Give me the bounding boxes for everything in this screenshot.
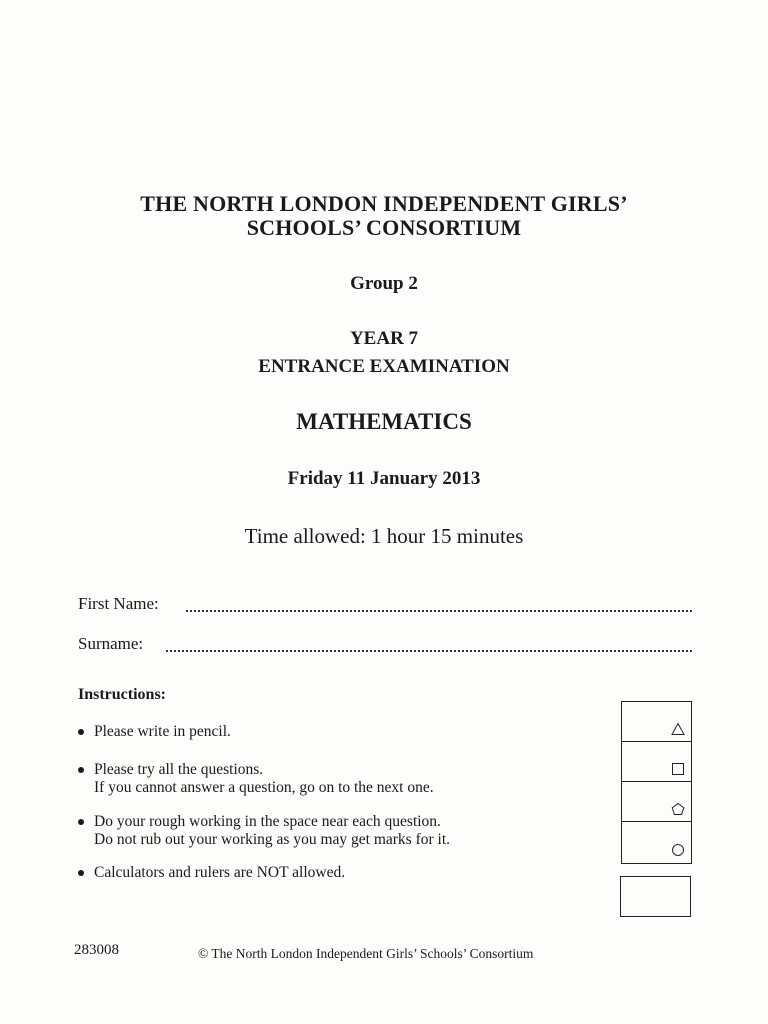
bullet-icon [78,819,84,825]
first-name-field[interactable] [186,610,692,612]
marks-box-square[interactable] [622,742,691,782]
marks-box-triangle[interactable] [622,702,691,742]
square-icon [671,762,685,776]
instructions-heading: Instructions: [78,686,167,703]
circle-icon [671,843,685,857]
exam-date: Friday 11 January 2013 [287,468,481,489]
paper-code: 283008 [74,942,119,958]
pentagon-icon [671,802,685,816]
exam-label: ENTRANCE EXAMINATION [258,356,510,377]
marks-box-stack [621,701,692,864]
total-marks-box[interactable] [620,876,691,917]
surname-label: Surname: [78,634,144,653]
triangle-icon [671,722,685,736]
instruction-item: Please write in pencil. [78,723,231,741]
marks-box-pentagon[interactable] [622,782,691,822]
instruction-item: Do your rough working in the space near each question. Do not rub out your working as you may get marks for it. [78,813,450,849]
first-name-label: First Name: [78,594,159,613]
time-allowed: Time allowed: 1 hour 15 minutes [244,524,524,548]
consortium-title-line2: SCHOOLS’ CONSORTIUM [246,215,522,240]
marks-box-circle[interactable] [622,822,691,862]
bullet-icon [78,767,84,773]
instruction-item: Calculators and rulers are NOT allowed. [78,864,345,882]
instruction-item: Please try all the questions. If you cannot answer a question, go on to the next one. [78,761,434,797]
copyright-notice: © The North London Independent Girls’ Schools’ Consortium [198,946,534,961]
consortium-title-line1: THE NORTH LONDON INDEPENDENT GIRLS’ [140,191,628,216]
surname-field[interactable] [166,650,692,652]
year-label: YEAR 7 [349,328,419,349]
bullet-icon [78,870,84,876]
subject-title: MATHEMATICS [296,409,472,434]
group-label: Group 2 [350,273,418,294]
bullet-icon [78,729,84,735]
